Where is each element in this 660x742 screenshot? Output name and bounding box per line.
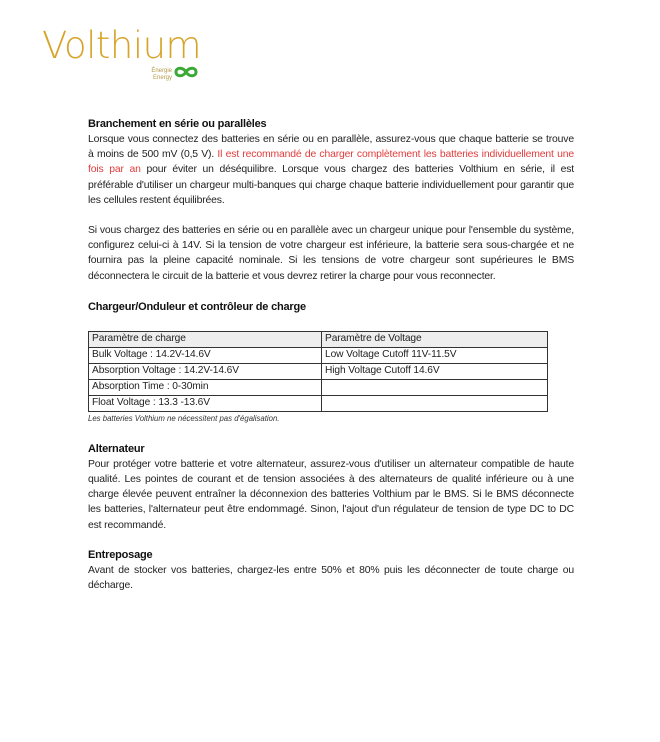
table-header-cell: Paramètre de Voltage — [322, 331, 548, 347]
logo-wordmark: Volthium — [42, 24, 202, 67]
paragraph-series-2: Si vous chargez des batteries en série ou en parallèle avec un chargeur unique pour l'ensemble du système, configurez celui-ci à 14V. Si la tension de votre chargeur est inférieure, la batterie sera sous-chargée et ne fournira pas la pleine capacité nominale. Si les tensions de votre chargeur sont supérieures le BMS déconnectera le circuit de la batterie et vous devrez retirer la charge pour vous reconnecter. — [88, 225, 574, 282]
heading-storage: Entreposage — [88, 548, 153, 561]
heading-series: Branchement en série ou parallèles — [88, 118, 267, 130]
table-cell: Absorption Time : 0-30min — [89, 379, 322, 395]
logo-tagline-en: Energy — [152, 75, 172, 81]
table-header-row — [89, 331, 548, 347]
series-text-2: pour éviter un déséquilibre. Lorsque vous chargez des batteries Volthium en série, il est préférable d'utiliser un chargeur multi-banques qui charge chaque batterie individuellement pour garantir que les cellules restent équilibrées. — [88, 164, 574, 206]
table-cell: Float Voltage : 13.3 -13.6V — [89, 395, 322, 411]
table-header-cell: Paramètre de charge — [89, 331, 322, 347]
charge-parameters-table — [88, 331, 548, 412]
table-cell — [322, 379, 548, 395]
table-cell — [322, 395, 548, 411]
volthium-logo — [42, 26, 202, 82]
paragraph-alternator: Pour protéger votre batterie et votre alternateur, assurez-vous d'utiliser un alternateur compatible de haute qualité. Les pointes de courant et de tension associées à des alternateurs de qualité inférieure ou à une charge élevée peuvent entraîner la déconnexion des batteries Volthium par le BMS. Si le BMS déconnecte les batteries, l'alternateur peut être endommagé. Sinon, l'ajout d'un régulateur de tension de type DC to DC est recommandé. — [88, 458, 574, 531]
table-cell: Low Voltage Cutoff 11V-11.5V — [322, 347, 548, 363]
table-row — [89, 379, 548, 395]
infinity-icon — [173, 65, 199, 79]
table-cell: Absorption Voltage : 14.2V-14.6V — [89, 363, 322, 379]
table-cell: High Voltage Cutoff 14.6V — [322, 363, 548, 379]
series-highlight: Il est recommandé de charger complètement les batteries individuellement une fois par an — [88, 149, 574, 176]
logo-tagline-fr: Énergie — [151, 68, 172, 74]
table-cell: Bulk Voltage : 14.2V-14.6V — [89, 347, 322, 363]
table-note: Les batteries Volthium ne nécessitent pas d'égalisation. — [88, 413, 280, 423]
heading-alternator: Alternateur — [88, 442, 145, 455]
logo-tagline — [132, 68, 172, 82]
table-row — [89, 347, 548, 363]
series-text-1: Lorsque vous connectez des batteries en série ou en parallèle, assurez-vous que chaque batterie se trouve à moins de 500 mV (0,5 V). — [88, 134, 574, 161]
table-row — [89, 395, 548, 411]
paragraph-series-1 — [88, 132, 574, 208]
paragraph-storage: Avant de stocker vos batteries, chargez-les entre 50% et 80% puis les déconnecter de toute charge ou décharge. — [88, 564, 574, 592]
heading-charger: Chargeur/Onduleur et contrôleur de charge — [88, 300, 306, 313]
table-row — [89, 363, 548, 379]
document-body — [88, 117, 574, 593]
